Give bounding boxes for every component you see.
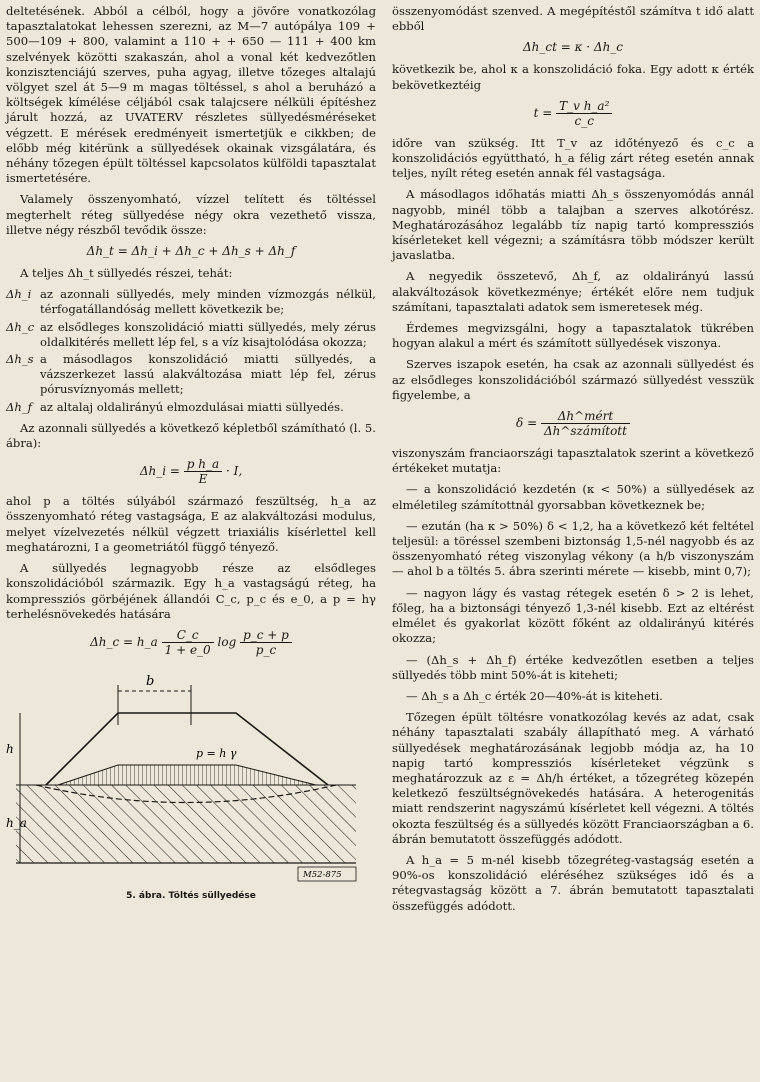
log-operator: log <box>217 634 237 649</box>
formula-immediate-settlement <box>6 457 376 486</box>
load-distribution <box>58 765 316 785</box>
embankment-diagram <box>6 665 366 885</box>
paragraph: összenyomódást szenved. A megépítéstől számítva t idő alatt ebből <box>392 4 754 34</box>
compressible-layer <box>16 785 356 863</box>
definition-item <box>6 320 376 350</box>
numerator: Δh^mért <box>541 409 630 424</box>
paragraph: — ezután (ha κ > 50%) δ < 1,2, ha a következő két feltétel teljesül: a töréssel szembeni biztonság 1,5-nél nagyobb és az összenyomható réteg viszonylag vékony (a h/b viszonyszám — ahol b a töltés 5. ábra szerinti mérete — kisebb, mint 0,7); <box>392 518 754 579</box>
definition-symbol: Δh_i <box>6 287 32 302</box>
paragraph: viszonyszám franciaországi tapasztalatok szerint a következő értékeket mutatja: <box>392 446 754 476</box>
definition-item <box>6 400 376 415</box>
paragraph: Az azonnali süllyedés a következő képletből számítható (l. 5. ábra): <box>6 420 376 451</box>
label-b: b <box>146 673 155 689</box>
denominator: 1 + e_0 <box>164 642 211 657</box>
formula-lhs: t = <box>533 105 553 120</box>
denominator: p_c <box>255 642 277 657</box>
paragraph: A teljes Δh_t süllyedés részei, tehát: <box>20 266 233 281</box>
figure-caption: 5. ábra. Töltés süllyedése <box>126 890 256 901</box>
paragraph: időre van szükség. Itt T_v az időtényező és c_c a konszolidációs együttható, h_a félig zárt réteg esetén annak teljes, nyílt réteg esetén annak fél vastagsága. <box>392 135 754 181</box>
paragraph: — nagyon lágy és vastag rétegek esetén δ > 2 is lehet, főleg, ha a biztonsági tényező 1,3-nél kisebb. Ezt az eltérést elmélet és gyakorlat között főként az oldalirányú kitérés okozza; <box>392 585 754 646</box>
definition-text: az azonnali süllyedés, mely minden vízmozgás nélkül, térfogatállandóság mellett következik be; <box>40 287 376 317</box>
paragraph: deltetésének. Abból a célból, hogy a jövőre vonatkozólag tapasztalatokat lehessen szerezni, az M—7 autópálya 109 + 500—109 + 800, valamint a 110 + + 650 — 111 + 400 km szelvények közötti szakaszán, ahol a vonal két kedvezőtlen konzisztenciájú szerves, puha agyag, illetve tőzeges altalajú völgyet szel át 5—9 m magas töltéssel, s ahol a beruházó a költségek kímélése céljából csak talajcsere nélküli építéshez járult hozzá, az UVATERV részletes süllyedésméréseket végzett. E mérések eredményeit ismertetjük e cikkben; de előbb még kitérünk a süllyedések okainak vizsgálatára, és néhány tőzegen épült töltéssel kapcsolatos külföldi tapasztalat ismertetésére. <box>6 4 376 186</box>
figure-stamp: M52-875 <box>303 869 342 880</box>
fraction <box>184 457 222 486</box>
paragraph: Szerves iszapok esetén, ha csak az azonnali süllyedést és az elsődleges konszolidációból származó süllyedést vesszük figyelembe, a <box>392 357 754 402</box>
definition-item <box>6 352 376 398</box>
fraction <box>162 628 214 657</box>
paragraph: Érdemes megvizsgálni, hogy a tapasztalatok tükrében hogyan alakul a mért és számított süllyedések viszonya. <box>392 321 754 351</box>
fraction <box>240 628 292 657</box>
formula-ratio <box>392 409 754 438</box>
label-ha: h_a <box>6 815 27 830</box>
label-h: h <box>6 741 14 756</box>
definition-text: az elsődleges konszolidáció miatti süllyedés, mely zérus oldalkitérés mellett lép fel, s a víz kisajtolódása okozza; <box>40 319 376 349</box>
formula-total-settlement: Δh_t = Δh_i + Δh_c + Δh_s + Δh_f <box>86 244 296 259</box>
right-column <box>392 4 754 920</box>
paragraph: következik be, ahol κ a konszolidáció foka. Egy adott κ érték bekövetkeztéig <box>392 62 754 92</box>
definition-symbol: Δh_c <box>6 319 35 334</box>
paragraph: A másodlagos időhatás miatti Δh_s összenyomódás annál nagyobb, minél több a talajban a szerves alkotórész. Meghatározásához legalább tíz napig tartó kompressziós kísérleteket kell végezni; a számításra több módszer került javaslatba. <box>392 187 754 263</box>
paragraph: A negyedik összetevő, Δh_f, az oldalirányú lassú alakváltozások következménye; értékét előre nem tudjuk számítani, tapasztalati adatok sem ismeretesek még. <box>392 269 754 314</box>
paragraph: A h_a = 5 m-nél kisebb tőzegréteg-vastagság esetén a 90%-os konszolidáció eléréséhez szükséges idő és a rétegvastagság között a 7. ábrán bemutatott tapasztalati összefüggés adódott. <box>392 852 754 913</box>
definition-symbol: Δh_f <box>6 399 32 414</box>
formula-primary-consolidation <box>6 628 376 657</box>
numerator: p h_a <box>184 457 222 472</box>
paragraph: ahol p a töltés súlyából származó feszültség, h_a az összenyomható réteg vastagsága, E az alakváltozási modulus, melyet vízelvezetés nélkül végzett triaxiális kísérlettel kell meghatározni, I a geometriától függő tényező. <box>6 494 376 554</box>
definition-list <box>6 287 376 415</box>
left-column <box>6 4 376 901</box>
formula-lhs: δ = <box>516 416 538 431</box>
numerator: T_v h_a² <box>556 99 612 114</box>
fraction <box>541 409 630 438</box>
paragraph: Valamely összenyomható, vízzel telített és töltéssel megterhelt réteg süllyedése négy okra vezethető vissza, illetve négy részből tevődik össze: <box>6 192 376 237</box>
denominator: E <box>198 472 208 487</box>
paragraph: — Δh_s a Δh_c érték 20—40%-át is kiteheti. <box>406 688 663 703</box>
fraction <box>556 99 612 128</box>
paragraph: — a konszolidáció kezdetén (κ < 50%) a süllyedések az elméletileg számítottnál gyorsabban következnek be; <box>392 482 754 512</box>
definition-text: a másodlagos konszolidáció miatti süllyedés, a vázszerkezet lassú alakváltozása miatt lép fel, zérus pórusvíznyomás mellett; <box>40 352 376 397</box>
numerator: p_c + p <box>240 628 292 643</box>
formula-lhs: Δh_c = h_a <box>90 634 158 649</box>
formula-rhs: · I, <box>225 464 243 479</box>
denominator: Δh^számított <box>543 424 627 439</box>
formula-time <box>392 99 754 128</box>
numerator: C_c <box>162 628 214 643</box>
definition-text: az altalaj oldalirányú elmozdulásai miatti süllyedés. <box>40 399 344 414</box>
formula-lhs: Δh_i = <box>139 464 180 479</box>
label-load: p = h γ <box>196 746 237 760</box>
figure-embankment <box>6 665 376 901</box>
paragraph: A süllyedés legnagyobb része az elsődleges konszolidációból származik. Egy h_a vastagságú réteg, ha kompressziós görbéjének állandói C_c, p_c és e_0, a p = hγ terhelésnövekedés hatására <box>6 561 376 621</box>
paragraph: — (Δh_s + Δh_f) értéke kedvezőtlen esetben a teljes süllyedés több mint 50%-át is kiteheti; <box>392 652 754 682</box>
definition-item <box>6 287 376 317</box>
definition-symbol: Δh_s <box>6 352 34 367</box>
formula-consolidation-degree: Δh_ct = κ · Δh_c <box>522 40 624 55</box>
paragraph: Tőzegen épült töltésre vonatkozólag kevés az adat, csak néhány tapasztalati szabály állapítható meg. A várható süllyedések meghatározásának legjobb módja az, ha 10 napig tartó kompressziós kísérleteket végzünk s meghatározzuk az ε = Δh/h értéket, a tőzegréteg közepén keletkező feszültségnövekedés hatására. A heterogenitás miatt rendszerint nagyszámú kísérletet kell végezni. A töltés okozta feszültség és a süllyedés között Franciaországban a 6. ábrán bemutatott összefüggés adódott. <box>392 710 754 846</box>
denominator: c_c <box>574 113 594 128</box>
